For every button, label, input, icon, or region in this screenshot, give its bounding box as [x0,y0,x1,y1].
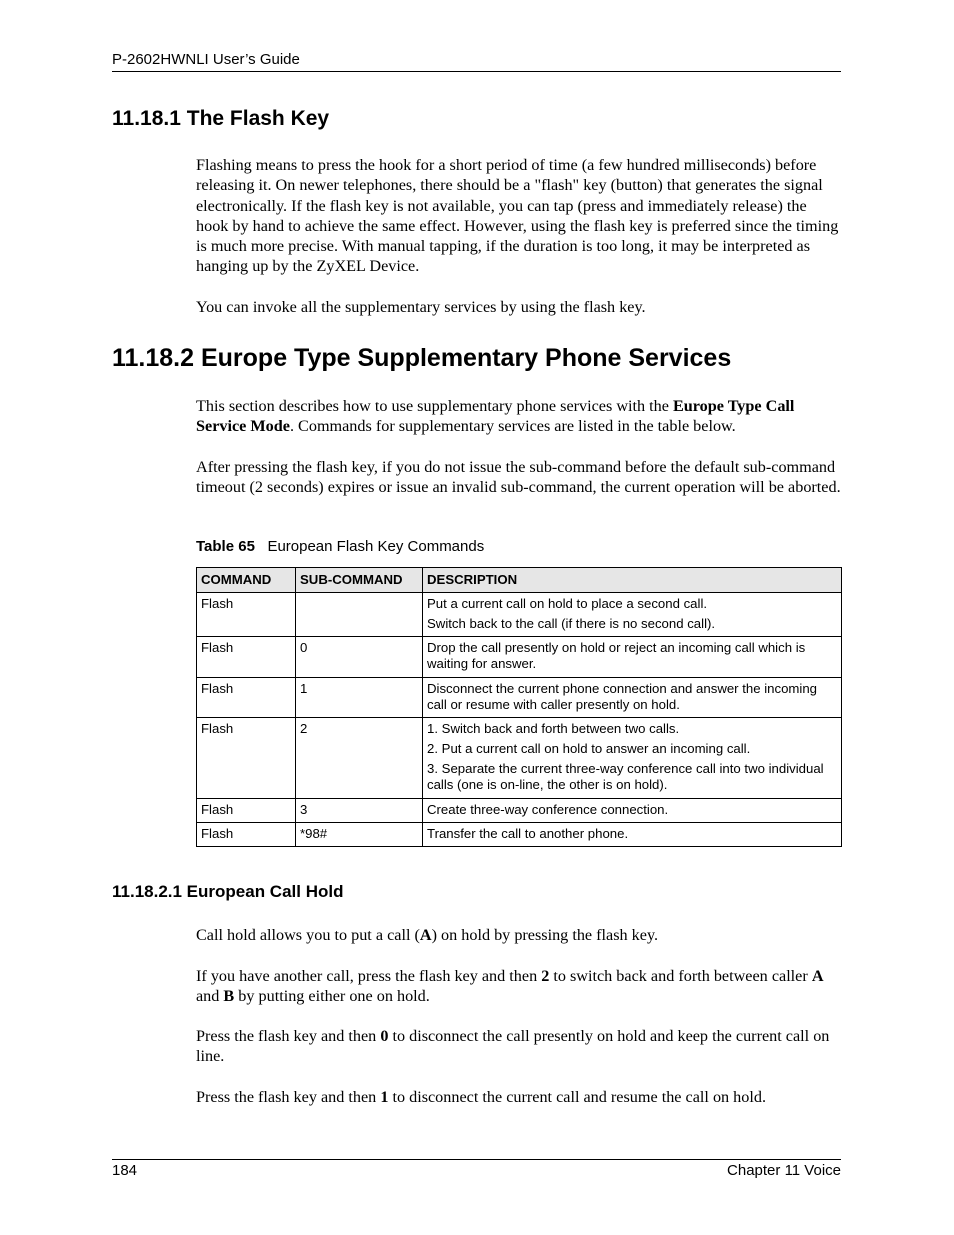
text-run: ) on hold by pressing the flash key. [431,926,659,944]
text-run: Call hold allows you to put a call ( [196,926,420,944]
table-row [197,823,842,847]
cell-description [423,593,842,637]
cell-command: Flash [197,718,296,799]
description-line: Drop the call presently on hold or reject an incoming call which is waiting for answer. [427,640,806,671]
cell-description [423,678,842,718]
description-line: Disconnect the current phone connection and answer the incoming call or resume with caller presently on hold. [427,681,818,712]
description-line: Create three-way conference connection. [427,802,669,817]
subcommand-1-label: 1 [380,1088,389,1106]
description-line: 2. Put a current call on hold to answer an incoming call. [427,741,751,756]
heading-flash-key: 11.18.1 The Flash Key [112,107,330,130]
table-row [197,678,842,718]
cell-command: Flash [197,637,296,678]
description-line: 3. Separate the current three-way conference call into two individual calls (one is on-line, the other is on hold). [427,761,824,792]
paragraph-timeout: After pressing the flash key, if you do not issue the sub-command before the default sub-command timeout (2 seconds) expires or issue an invalid sub-command, the current operation will be aborted. [196,458,841,497]
cell-command: Flash [197,823,296,847]
table-row [197,637,842,678]
flash-key-commands-table [196,567,842,847]
text-run: to disconnect the call presently on hold and keep the current call on line. [196,1027,830,1066]
table-row [197,593,842,637]
subcommand-0-label: 0 [380,1027,389,1045]
cell-description [423,799,842,823]
cell-command: Flash [197,593,296,637]
cell-sub-command: 2 [296,718,423,799]
paragraph-europe-intro [196,396,842,437]
paragraph-call-hold-intro [196,925,842,945]
chapter-label: Chapter 11 Voice [727,1162,841,1179]
text-run: to switch back and forth between caller [549,967,812,985]
europe-intro-text-b: . Commands for supplementary services are listed in the table below. [289,417,736,436]
cell-description [423,823,842,847]
header-rule [112,71,841,72]
paragraph-invoke-services: You can invoke all the supplementary services by using the flash key. [196,298,646,316]
cell-sub-command: 0 [296,637,423,678]
cell-sub-command: 3 [296,799,423,823]
europe-intro-text-a: This section describes how to use supplementary phone services with the [196,397,673,415]
cell-description [423,718,842,799]
paragraph-disconnect-held [196,1026,842,1067]
description-line: Put a current call on hold to place a second call. [427,596,708,611]
text-run: If you have another call, press the flash key and then [196,967,542,985]
cell-command: Flash [197,799,296,823]
table-row [197,718,842,799]
paragraph-flash-definition: Flashing means to press the hook for a short period of time (a few hundred milliseconds) before releasing it. On newer telephones, there should be a "flash" key (button) that generates the signal electronically. If the flash key is not available, you can tap (press and immediately release) the hook by hand to achieve the same effect. However, using the flash key is preferred since the timing is much more precise. With manual tapping, if the duration is too long, it may be interpreted as hanging up by the ZyXEL Device. [196,156,839,276]
table-caption-label: Table 65 [196,538,255,555]
page-number: 184 [112,1162,138,1179]
cell-sub-command [296,593,423,637]
table-header-row [197,568,842,593]
header-description: DESCRIPTION [423,568,842,593]
caller-b-label: B [223,987,235,1006]
description-line: Switch back to the call (if there is no second call). [427,616,716,631]
heading-european-call-hold: 11.18.2.1 European Call Hold [112,882,344,901]
caller-a-label: A [811,967,824,985]
footer-rule [112,1159,841,1160]
header-sub-command: SUB-COMMAND [296,568,423,593]
cell-description [423,637,842,678]
text-run: Press the flash key and then [196,1027,381,1045]
description-line: 1. Switch back and forth between two calls. [427,721,680,736]
description-line: Transfer the call to another phone. [427,826,629,841]
subcommand-2-label: 2 [541,967,550,985]
cell-command: Flash [197,678,296,718]
caller-a-label: A [419,926,432,944]
table-row [197,799,842,823]
paragraph-switch-calls [196,966,842,1007]
text-run: by putting either one on hold. [234,987,430,1006]
europe-intro-mode-name: Europe Type Call Service Mode [196,397,795,436]
text-run: to disconnect the current call and resume the call on hold. [388,1088,766,1106]
table-caption [196,538,484,555]
paragraph-resume-held [196,1087,842,1107]
heading-europe-services: 11.18.2 Europe Type Supplementary Phone Services [112,344,732,372]
header-command: COMMAND [197,568,296,593]
cell-sub-command: *98# [296,823,423,847]
text-run: and [196,987,224,1006]
table-caption-text: European Flash Key Commands [267,538,485,555]
cell-sub-command: 1 [296,678,423,718]
text-run: Press the flash key and then [196,1088,381,1106]
running-header: P-2602HWNLI User’s Guide [112,51,300,68]
